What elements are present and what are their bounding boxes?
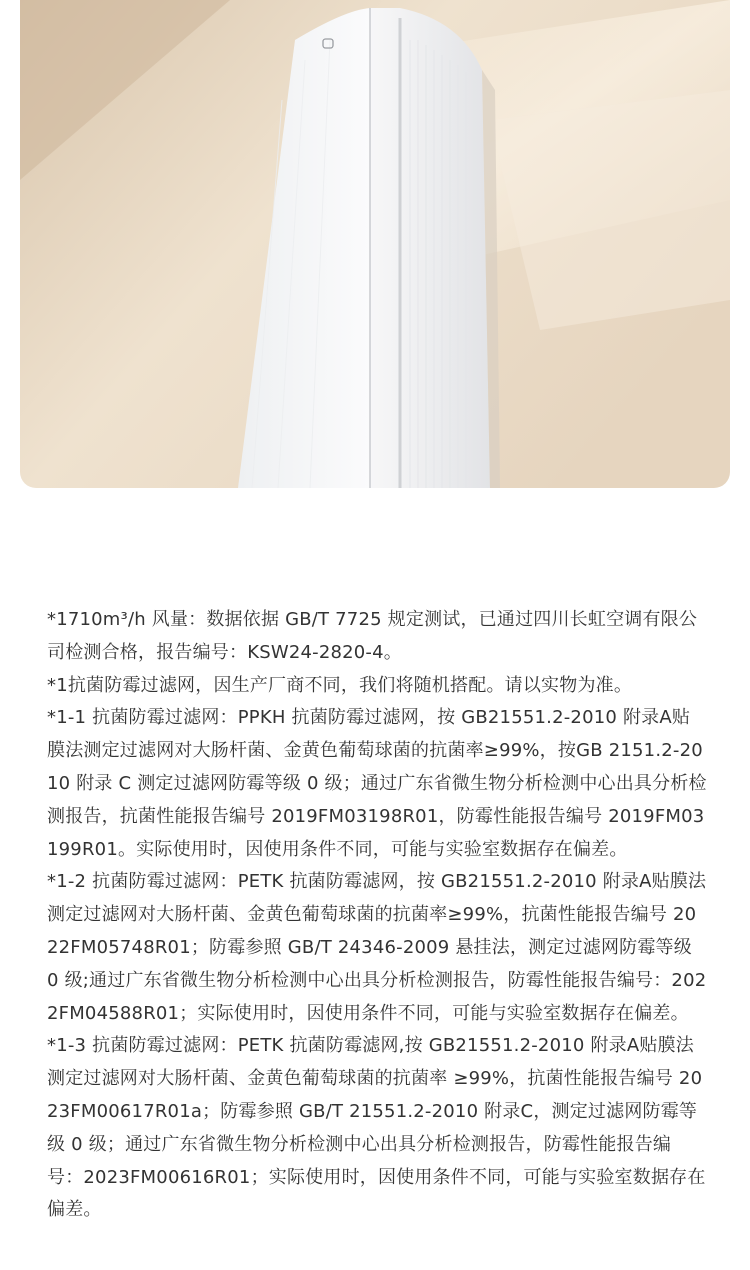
footnote-filter: *1抗菌防霉过滤网，因生产厂商不同，我们将随机搭配。请以实物为准。 [47, 674, 633, 696]
product-image [20, 0, 730, 488]
footnote-filter-1-1: *1-1 抗菌防霉过滤网：PPKH 抗菌防霉过滤网，按 GB21551.2-2010 附录A贴膜法测定过滤网对大肠杆菌、金黄色葡萄球菌的抗菌率≥99%，按GB 2151.2-2010 附录 C 测定过滤网防霉等级 0 级；通过广东省微生物分析检测中心出具分析检测报告，抗菌性能报告编号 2019FM03198R01，防霉性能报告编号 2019FM03199R01。实际使用时，因使用条件不同，可能与实验室数据存在偏差。 [47, 707, 707, 860]
footnote-filter-1-3: *1-3 抗菌防霉过滤网：PETK 抗菌防霉滤网,按 GB21551.2-2010 附录A贴膜法测定过滤网对大肠杆菌、金黄色葡萄球菌的抗菌率 ≥99%，抗菌性能报告编号 2023FM00617R01a；防霉参照 GB/T 21551.2-2010 附录C，测定过滤网防霉等级 0 级；通过广东省微生物分析检测中心出具分析检测报告，防霉性能报告编号：2023FM00616R01；实际使用时，因使用条件不同，可能与实验室数据存在偏差。 [47, 1035, 706, 1221]
footnote-airflow: *1710m³/h 风量：数据依据 GB/T 7725 规定测试，已通过四川长虹空调有限公司检测合格，报告编号：KSW24-2820-4。 [47, 609, 698, 663]
footnotes [47, 604, 707, 1227]
footnote-filter-1-2: *1-2 抗菌防霉过滤网：PETK 抗菌防霉滤网，按 GB21551.2-2010 附录A贴膜法测定过滤网对大肠杆菌、金黄色葡萄球菌的抗菌率≥99%，抗菌性能报告编号 2022FM05748R01；防霉参照 GB/T 24346-2009 悬挂法，测定过滤网防霉等级 0 级;通过广东省微生物分析检测中心出具分析检测报告，防霉性能报告编号：2022FM04588R01；实际使用时，因使用条件不同，可能与实验室数据存在偏差。 [47, 871, 707, 1024]
